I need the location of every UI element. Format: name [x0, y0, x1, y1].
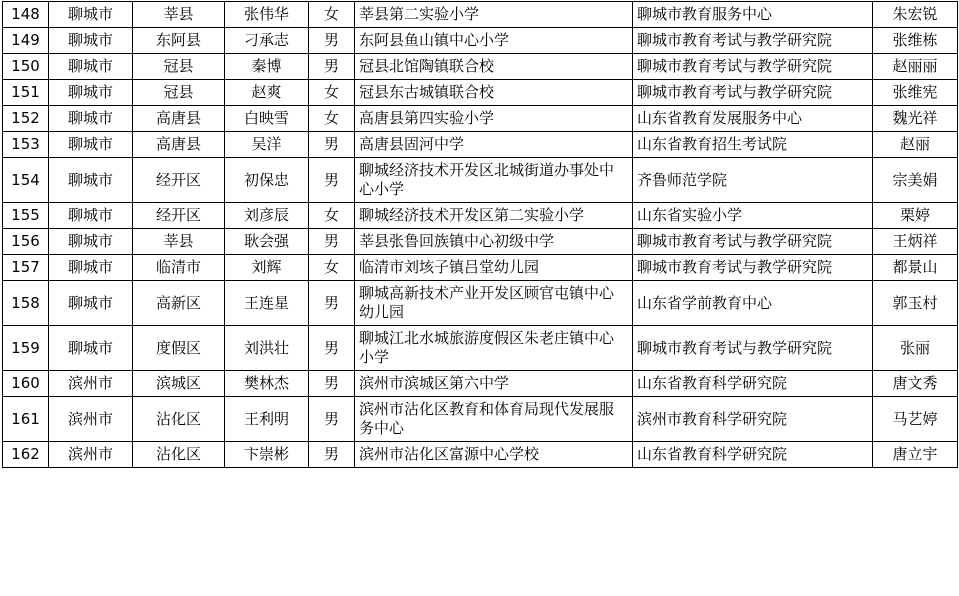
row-city: 聊城市 — [49, 281, 133, 326]
row-city: 聊城市 — [49, 326, 133, 371]
row-name: 初保忠 — [225, 158, 309, 203]
row-name: 赵爽 — [225, 80, 309, 106]
row-org: 聊城市教育考试与教学研究院 — [633, 54, 873, 80]
row-index: 152 — [3, 106, 49, 132]
row-city: 聊城市 — [49, 158, 133, 203]
row-school: 临清市刘垓子镇吕堂幼儿园 — [355, 255, 633, 281]
row-sex: 男 — [309, 132, 355, 158]
row-sex: 男 — [309, 397, 355, 442]
row-sex: 男 — [309, 28, 355, 54]
row-name: 耿会强 — [225, 229, 309, 255]
row-person: 马艺婷 — [873, 397, 958, 442]
row-org: 山东省教育招生考试院 — [633, 132, 873, 158]
row-district: 莘县 — [133, 2, 225, 28]
row-district: 冠县 — [133, 54, 225, 80]
row-city: 聊城市 — [49, 229, 133, 255]
row-sex: 女 — [309, 106, 355, 132]
row-index: 150 — [3, 54, 49, 80]
table-row — [3, 326, 958, 371]
row-index: 157 — [3, 255, 49, 281]
row-name: 王利明 — [225, 397, 309, 442]
row-person: 张丽 — [873, 326, 958, 371]
row-school: 聊城经济技术开发区北城街道办事处中心小学 — [355, 158, 633, 203]
row-person: 唐立宇 — [873, 442, 958, 468]
row-name: 樊林杰 — [225, 371, 309, 397]
row-name: 白映雪 — [225, 106, 309, 132]
row-city: 滨州市 — [49, 397, 133, 442]
row-person: 宗美娟 — [873, 158, 958, 203]
table-row — [3, 281, 958, 326]
row-sex: 男 — [309, 371, 355, 397]
row-district: 沾化区 — [133, 442, 225, 468]
row-org: 聊城市教育考试与教学研究院 — [633, 80, 873, 106]
row-person: 张维宪 — [873, 80, 958, 106]
row-school: 东阿县鱼山镇中心小学 — [355, 28, 633, 54]
row-district: 高唐县 — [133, 106, 225, 132]
row-district: 度假区 — [133, 326, 225, 371]
row-person: 都景山 — [873, 255, 958, 281]
table-row — [3, 229, 958, 255]
table-row — [3, 132, 958, 158]
row-city: 聊城市 — [49, 255, 133, 281]
row-org: 聊城市教育考试与教学研究院 — [633, 229, 873, 255]
row-district: 高新区 — [133, 281, 225, 326]
row-name: 秦博 — [225, 54, 309, 80]
row-org: 山东省教育科学研究院 — [633, 371, 873, 397]
row-name: 卞崇彬 — [225, 442, 309, 468]
row-person: 王炳祥 — [873, 229, 958, 255]
table-row — [3, 255, 958, 281]
row-index: 159 — [3, 326, 49, 371]
row-sex: 男 — [309, 158, 355, 203]
row-person: 魏光祥 — [873, 106, 958, 132]
row-name: 刁承志 — [225, 28, 309, 54]
row-org: 聊城市教育考试与教学研究院 — [633, 28, 873, 54]
row-district: 莘县 — [133, 229, 225, 255]
table-body — [3, 2, 958, 468]
row-index: 155 — [3, 203, 49, 229]
row-school: 滨州市沾化区教育和体育局现代发展服务中心 — [355, 397, 633, 442]
row-person: 朱宏锐 — [873, 2, 958, 28]
roster-table — [2, 1, 958, 468]
row-district: 东阿县 — [133, 28, 225, 54]
row-city: 聊城市 — [49, 132, 133, 158]
row-org: 聊城市教育考试与教学研究院 — [633, 255, 873, 281]
row-city: 聊城市 — [49, 28, 133, 54]
row-name: 刘洪壮 — [225, 326, 309, 371]
row-index: 158 — [3, 281, 49, 326]
table-row — [3, 2, 958, 28]
row-org: 山东省教育发展服务中心 — [633, 106, 873, 132]
row-district: 高唐县 — [133, 132, 225, 158]
row-person: 栗婷 — [873, 203, 958, 229]
row-index: 151 — [3, 80, 49, 106]
row-index: 160 — [3, 371, 49, 397]
table-row — [3, 80, 958, 106]
row-index: 162 — [3, 442, 49, 468]
row-school: 滨州市沾化区富源中心学校 — [355, 442, 633, 468]
row-city: 聊城市 — [49, 2, 133, 28]
row-school: 莘县张鲁回族镇中心初级中学 — [355, 229, 633, 255]
row-school: 莘县第二实验小学 — [355, 2, 633, 28]
row-sex: 男 — [309, 229, 355, 255]
row-district: 经开区 — [133, 203, 225, 229]
table-row — [3, 54, 958, 80]
row-sex: 女 — [309, 80, 355, 106]
row-name: 吴洋 — [225, 132, 309, 158]
row-org: 山东省学前教育中心 — [633, 281, 873, 326]
row-school: 高唐县第四实验小学 — [355, 106, 633, 132]
row-name: 刘彦辰 — [225, 203, 309, 229]
row-index: 148 — [3, 2, 49, 28]
row-district: 临清市 — [133, 255, 225, 281]
row-sex: 女 — [309, 255, 355, 281]
row-city: 滨州市 — [49, 371, 133, 397]
row-district: 冠县 — [133, 80, 225, 106]
row-city: 聊城市 — [49, 80, 133, 106]
row-name: 刘辉 — [225, 255, 309, 281]
row-org: 齐鲁师范学院 — [633, 158, 873, 203]
row-sex: 男 — [309, 442, 355, 468]
row-index: 156 — [3, 229, 49, 255]
row-person: 赵丽丽 — [873, 54, 958, 80]
row-school: 冠县东古城镇联合校 — [355, 80, 633, 106]
table-row — [3, 158, 958, 203]
table-row — [3, 203, 958, 229]
row-city: 滨州市 — [49, 442, 133, 468]
row-name: 王连星 — [225, 281, 309, 326]
row-name: 张伟华 — [225, 2, 309, 28]
table-row — [3, 106, 958, 132]
row-city: 聊城市 — [49, 54, 133, 80]
row-index: 149 — [3, 28, 49, 54]
row-person: 郭玉村 — [873, 281, 958, 326]
row-org: 滨州市教育科学研究院 — [633, 397, 873, 442]
row-sex: 男 — [309, 281, 355, 326]
table-row — [3, 397, 958, 442]
row-org: 山东省教育科学研究院 — [633, 442, 873, 468]
row-sex: 男 — [309, 54, 355, 80]
row-sex: 男 — [309, 326, 355, 371]
row-org: 山东省实验小学 — [633, 203, 873, 229]
row-district: 滨城区 — [133, 371, 225, 397]
row-school: 滨州市滨城区第六中学 — [355, 371, 633, 397]
row-org: 聊城市教育考试与教学研究院 — [633, 326, 873, 371]
row-person: 唐文秀 — [873, 371, 958, 397]
row-city: 聊城市 — [49, 106, 133, 132]
row-person: 张维栋 — [873, 28, 958, 54]
row-school: 高唐县固河中学 — [355, 132, 633, 158]
row-district: 经开区 — [133, 158, 225, 203]
row-index: 154 — [3, 158, 49, 203]
row-sex: 女 — [309, 2, 355, 28]
row-sex: 女 — [309, 203, 355, 229]
row-city: 聊城市 — [49, 203, 133, 229]
row-person: 赵丽 — [873, 132, 958, 158]
row-org: 聊城市教育服务中心 — [633, 2, 873, 28]
row-district: 沾化区 — [133, 397, 225, 442]
table-row — [3, 442, 958, 468]
row-school: 聊城经济技术开发区第二实验小学 — [355, 203, 633, 229]
row-school: 冠县北馆陶镇联合校 — [355, 54, 633, 80]
row-index: 153 — [3, 132, 49, 158]
table-row — [3, 28, 958, 54]
row-school: 聊城高新技术产业开发区顾官屯镇中心幼儿园 — [355, 281, 633, 326]
table-row — [3, 371, 958, 397]
row-school: 聊城江北水城旅游度假区朱老庄镇中心小学 — [355, 326, 633, 371]
row-index: 161 — [3, 397, 49, 442]
